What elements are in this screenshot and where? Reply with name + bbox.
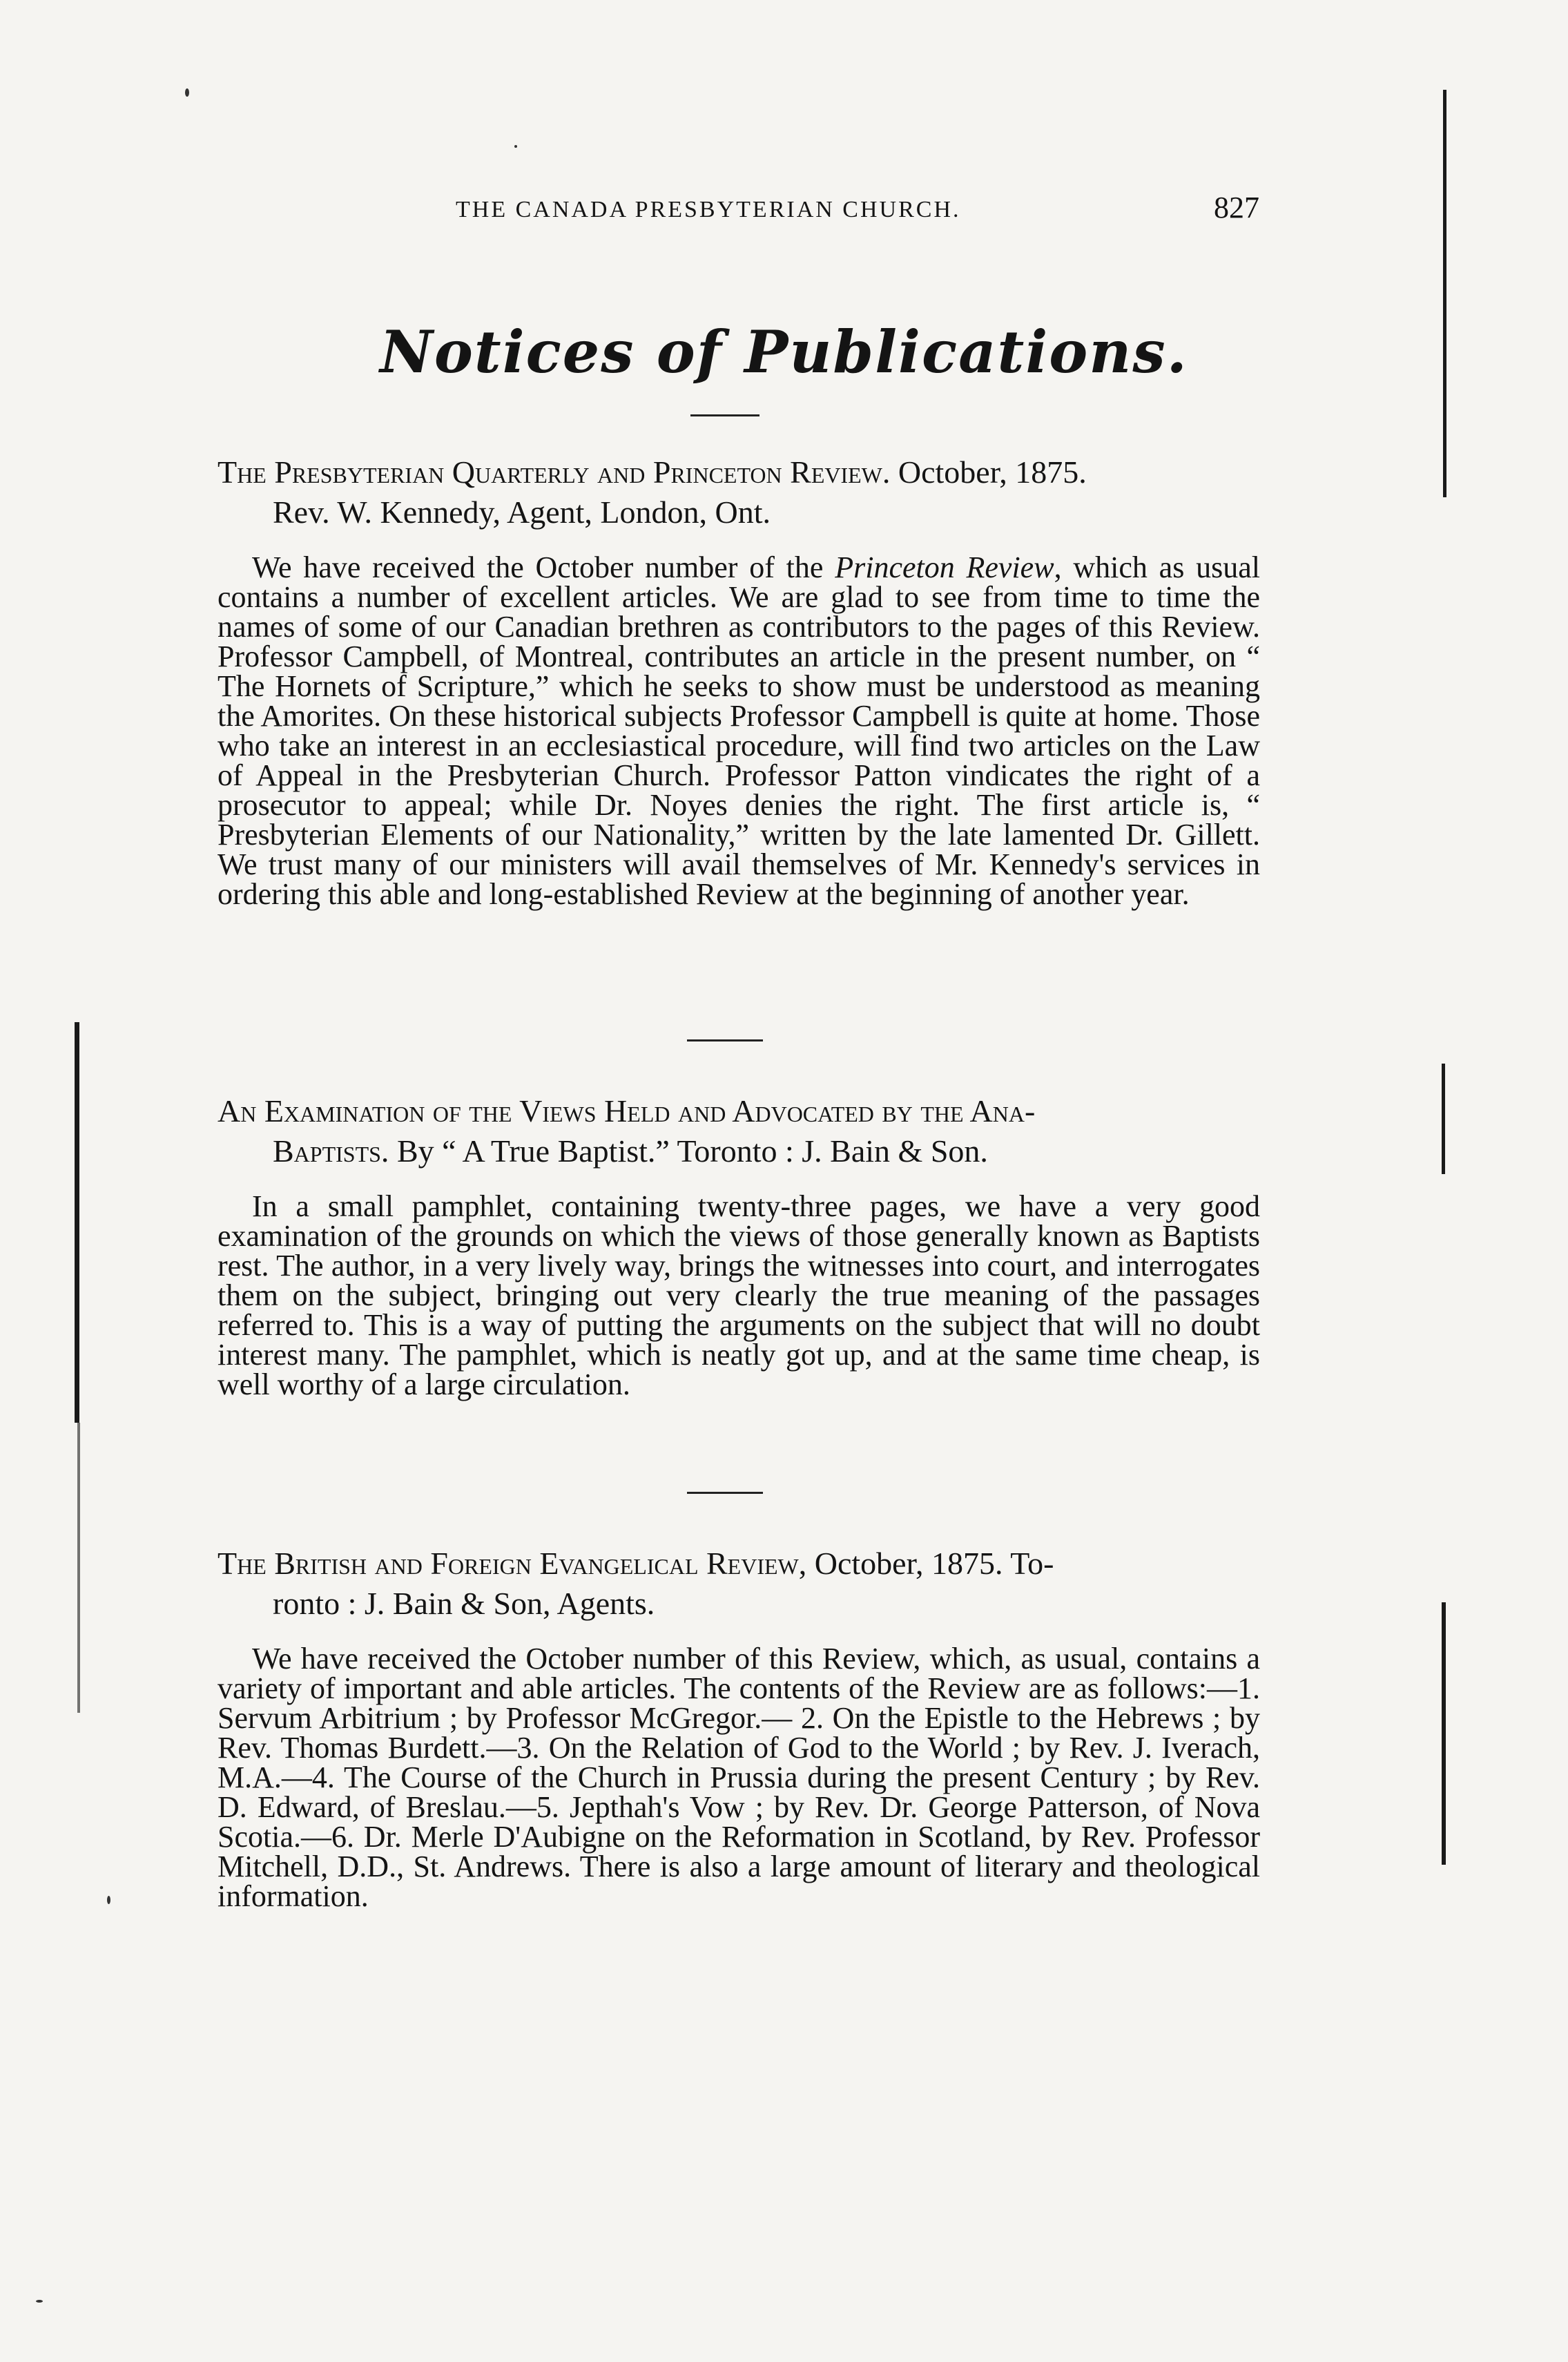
entry-title-anabaptists — [217, 1091, 1260, 1171]
entry-title-main: The British and Foreign Evangelical Review, — [217, 1546, 807, 1581]
entry-title-princeton-review — [217, 452, 1260, 532]
entry-title-publisher: By “ A True Baptist.” Toronto : J. Bain & Son. — [396, 1133, 988, 1169]
entry-title-date: October, 1875. To- — [814, 1546, 1054, 1581]
entry-title-main-end: Baptists. — [273, 1133, 389, 1169]
section-heading: Notices of Publications. — [380, 318, 1188, 386]
scan-margin-mark — [1442, 1602, 1446, 1865]
entry-title-main: The Presbyterian Quarterly and Princeton Review. — [217, 454, 891, 490]
entry-body-princeton-review — [217, 550, 1260, 911]
scan-margin-mark — [77, 1423, 80, 1713]
journal-title: Princeton Review — [835, 550, 1054, 584]
scan-margin-mark — [1443, 90, 1446, 497]
scan-margin-mark — [1442, 1064, 1445, 1174]
heading-rule — [690, 414, 759, 416]
entry-body-text: , which as usual contains a number of excellent articles. We are glad to see from time to time the names of some of our Canadian brethren as contributors to the pages of this Review. Professor Campbell, of Montreal, contributes an article in the present number, on “ The Hornets of Scripture,” which he seeks to show must be understood as meaning the Amorites. On these historical subjects Professor Campbell is quite at home. Those who take an interest in an ecclesiastical procedure, will find two articles on the Law of Appeal in the Presbyterian Church. Professor Patton vindicates the right of a prosecutor to appeal; while Dr. Noyes denies the right. The first article is, “ Presbyterian Elements of our Nationality,” written by the late lamented Dr. Gillett. We trust many of our ministers will avail themselves of Mr. Kennedy's services in ordering this able and long-established Review at the beginning of another year. — [217, 550, 1260, 911]
entry-body-anabaptists: In a small pamphlet, containing twenty-three pages, we have a very good examination of the grounds on which the views of those generally known as Baptists rest. The author, in a very lively way, brings the witnesses into court, and interrogates them on the subject, bringing out very clearly the true meaning of the passages referred to. This is a way of putting the arguments on the subject that will no doubt interest many. The pamphlet, which is neatly got up, and at the same time cheap, is well worthy of a large circulation. — [217, 1189, 1260, 1401]
entry-title-date: October, 1875. — [898, 454, 1087, 490]
entry-separator-rule — [687, 1039, 763, 1041]
entry-title-agents: ronto : J. Bain & Son, Agents. — [273, 1586, 655, 1621]
scan-speck — [514, 145, 517, 148]
scan-speck — [107, 1896, 110, 1904]
entry-title-continued — [217, 1131, 1260, 1171]
scan-speck — [36, 2300, 43, 2303]
page-number: 827 — [1214, 191, 1259, 224]
entry-body-british-foreign-review: We have received the October number of this Review, which, as usual, contains a variety of important and able articles. The contents of the Review are as follows:—1. Servum Arbitrium ; by Professor McGregor.— 2. On the Epistle to the Hebrews ; by Rev. Thomas Burdett.—3. On the Relation of God to the World ; by Rev. J. Iverach, M.A.—4. The Course of the Church in Prussia during the present Century ; by Rev. D. Edward, of Breslau.—5. Jepthah's Vow ; by Rev. Dr. George Patterson, of Nova Scotia.—6. Dr. Merle D'Aubigne on the Reformation in Scotland, by Rev. Professor Mitchell, D.D., St. Andrews. There is also a large amount of literary and theological information. — [217, 1642, 1260, 1913]
entry-title-agent: Rev. W. Kennedy, Agent, London, Ont. — [273, 495, 771, 530]
entry-title-british-foreign-review — [217, 1544, 1260, 1624]
entry-body-text: We have received the October number of the — [252, 550, 835, 584]
scan-speck — [185, 88, 189, 97]
scan-margin-mark — [75, 1022, 79, 1423]
entry-title-main: An Examination of the Views Held and Advocated by the Ana- — [217, 1093, 1036, 1129]
entry-separator-rule — [687, 1492, 763, 1494]
running-head: THE CANADA PRESBYTERIAN CHURCH. — [456, 197, 961, 222]
